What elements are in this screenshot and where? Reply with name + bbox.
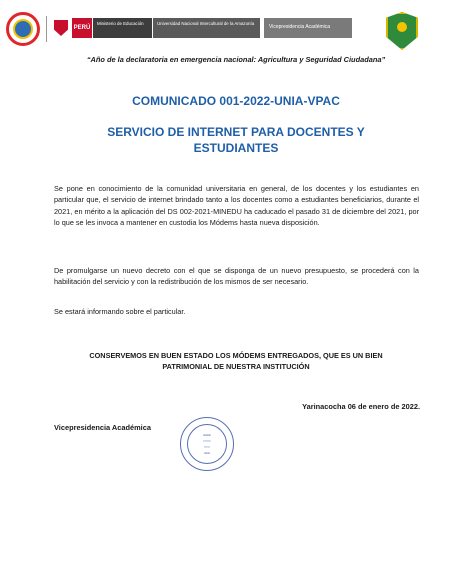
official-stamp: ●●●● ━━━━ ━━━ ●●●: [180, 417, 234, 471]
body-paragraph: De promulgarse un nuevo decreto con el que se disponga de un nuevo presupuesto, se procederá con la habilitación del servicio y con la redistribución de los mismos de ser necesario.: [54, 266, 419, 287]
university-crest-icon: [386, 12, 418, 50]
education-campaign-logo: [6, 12, 40, 46]
year-motto: “Año de la declaratoria en emergencia nacional: Agricultura y Seguridad Ciudadana”: [86, 55, 386, 64]
document-subject: SERVICIO DE INTERNET PARA DOCENTES Y ESTUDIANTES: [107, 125, 365, 155]
body-paragraph: Se estará informando sobre el particular.: [54, 307, 186, 316]
letterhead: [0, 0, 472, 60]
ministry-name: Ministerio de Educación: [93, 18, 152, 38]
office-name: Vicepresidencia Académica: [264, 18, 352, 38]
emphasis-notice: CONSERVEMOS EN BUEN ESTADO LOS MÓDEMS ENTREGADOS, QUE ES UN BIEN PATRIMONIAL DE NUESTRA INSTITUCIÓN: [89, 351, 383, 372]
body-paragraph: Se pone en conocimiento de la comunidad universitaria en general, de los docentes y los estudiantes en particular que, el servicio de internet brindado tanto a los docentes como a estudiantes beneficiarios, durante el 2021, en mérito a la aplicación del DS 002-2021-MINEDU ha caducado el pasado 31 de diciembre del 2021, por lo que se les invoca a mantener en custodia los Módems hasta nueva disposición.: [54, 184, 419, 228]
signature-label: Vicepresidencia Académica: [54, 423, 151, 432]
peru-label: PERÚ: [72, 18, 92, 38]
university-name: Universidad Nacional Intercultural de la Amazonía: [153, 18, 260, 38]
header-divider: [46, 16, 47, 42]
document-code: COMUNICADO 001-2022-UNIA-VPAC: [132, 94, 340, 108]
document-date: Yarinacocha 06 de enero de 2022.: [302, 402, 420, 411]
peru-coat-of-arms-icon: [54, 20, 68, 36]
